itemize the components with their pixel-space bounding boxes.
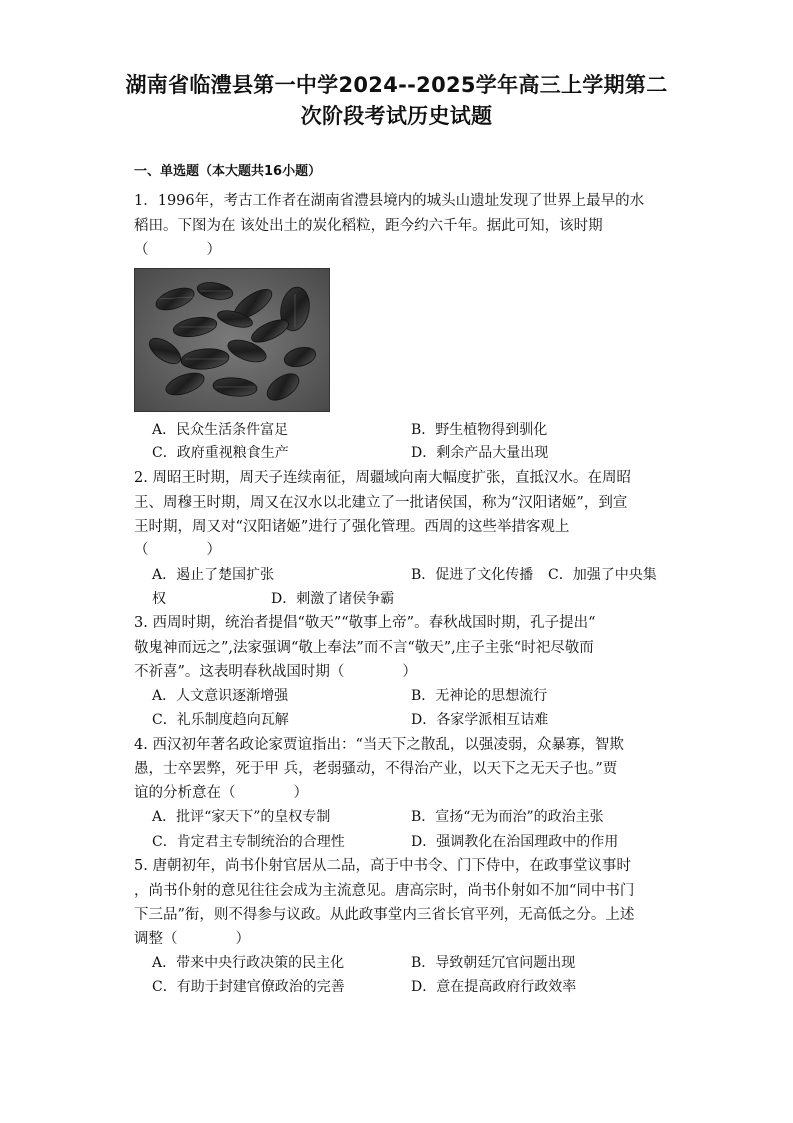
q5-option-c[interactable]: C．有助于封建官僚政治的完善	[152, 979, 345, 995]
section-heading: 一、单选题（本大题共16小题）	[134, 164, 322, 179]
q4-option-b[interactable]: B．宣扬“无为而治”的政治主张	[411, 809, 604, 825]
rice-grains-image	[135, 269, 329, 411]
q4-line-1: 4. 西汉初年著名政论家贾谊指出：“当天下之散乱，以强凌弱，众暴寡，智欺	[134, 737, 624, 753]
q4-option-a[interactable]: A．批评“家天下”的皇权专制	[152, 809, 331, 825]
title-line-2: 次阶段考试历史试题	[300, 104, 493, 128]
q3-option-b[interactable]: B．无神论的思想流行	[411, 688, 548, 704]
q2-line-2: 王、周穆王时期，周又在汉水以北建立了一批诸侯国，称为“汉阳诸姬”，到宣	[134, 495, 628, 511]
q2-option-a[interactable]: A．遏止了楚国扩张	[152, 567, 275, 583]
q1-option-a[interactable]: A．民众生活条件富足	[152, 422, 289, 438]
q4-option-c[interactable]: C．肯定君主专制统治的合理性	[152, 834, 345, 850]
q5-option-b[interactable]: B．导致朝廷冗官问题出现	[411, 955, 576, 971]
q1-option-d[interactable]: D．剩余产品大量出现	[411, 445, 549, 461]
q3-option-d[interactable]: D．各家学派相互诘难	[411, 712, 549, 728]
q5-option-a[interactable]: A．带来中央行政决策的民主化	[152, 955, 345, 971]
exam-title	[60, 70, 733, 132]
q3-line-2: 敬鬼神而远之”,法家强调“敬上奉法”而不言“敬天”,庄子主张“时祀尽敬而	[134, 640, 594, 656]
q4-line-3: 谊的分析意在（ ）	[134, 785, 308, 801]
q3-option-c[interactable]: C．礼乐制度趋向瓦解	[152, 712, 289, 728]
q5-line-3: 下三品”衔，则不得参与议政。从此政事堂内三省长官平列，无高低之分。上述	[134, 907, 635, 923]
q2-line-4: （ ）	[134, 542, 221, 558]
q1-line-1: 1．1996年，考古工作者在湖南省澧县境内的城头山遗址发现了世界上最早的水	[134, 193, 645, 209]
q1-option-c[interactable]: C．政府重视粮食生产	[152, 445, 289, 461]
q2-line-1: 2. 周昭王时期，周天子连续南征，周疆域向南大幅度扩张，直抵汉水。在周昭	[134, 470, 631, 486]
q4-line-2: 愚，士卒罢弊，死于甲 兵，老弱骚动，不得治产业，以天下之无天子也。”贾	[134, 761, 618, 777]
q1-line-2: 稻田。下图为在 该处出土的炭化稻粒，距今约六千年。据此可知，该时期	[134, 218, 603, 234]
q3-line-3: 不祈喜”。这表明春秋战国时期（ ）	[134, 664, 417, 680]
title-line-1: 湖南省临澧县第一中学2024--2025学年高三上学期第二	[125, 73, 668, 97]
q5-line-1: 5. 唐朝初年，尚书仆射官居从二品，高于中书令、门下侍中，在政事堂议事时	[134, 858, 631, 874]
q2-option-b[interactable]: B．促进了文化传播	[411, 567, 534, 583]
q2-option-d[interactable]: D．刺激了诸侯争霸	[271, 591, 395, 607]
q5-option-d[interactable]: D．意在提高政府行政效率	[411, 979, 577, 995]
q5-line-4: 调整（ ）	[134, 931, 250, 947]
q1-option-b[interactable]: B．野生植物得到驯化	[411, 422, 548, 438]
q2-option-c[interactable]: C．加强了中央集	[548, 567, 657, 583]
q4-option-d[interactable]: D．强调教化在治国理政中的作用	[411, 834, 619, 850]
carbonized-rice-photo	[134, 268, 330, 412]
q3-option-a[interactable]: A．人文意识逐渐增强	[152, 688, 289, 704]
q5-line-2: ，尚书仆射的意见往往会成为主流意见。唐高宗时，尚书仆射如不加“同中书门	[134, 883, 635, 899]
q3-line-1: 3. 西周时期，统治者提倡“敬天”“敬事上帝”。春秋战国时期，孔子提出“	[134, 615, 596, 631]
q1-line-3: （ ）	[134, 242, 221, 258]
q2-line-3: 王时期，周又对“汉阳诸姬”进行了强化管理。西周的这些举措客观上	[134, 519, 570, 535]
q2-option-c-continued: 权	[152, 591, 166, 607]
